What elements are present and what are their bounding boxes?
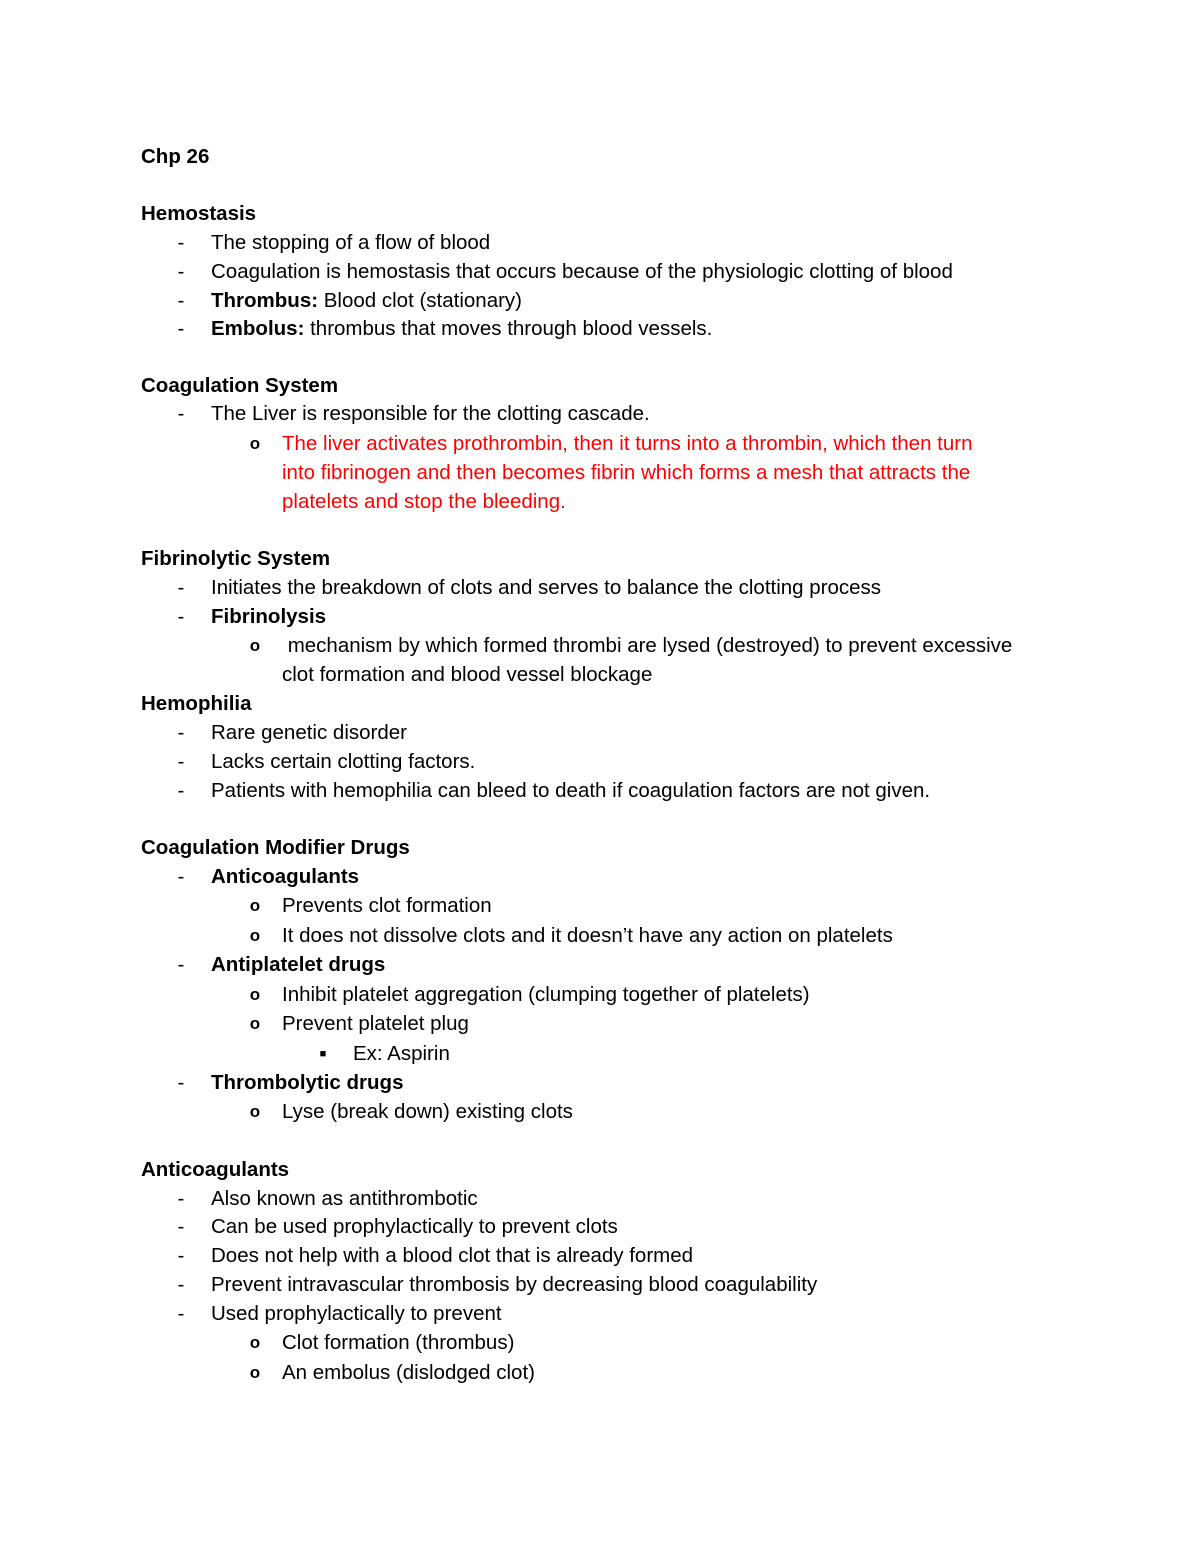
heading-coagulation-modifier-drugs: Coagulation Modifier Drugs bbox=[141, 836, 410, 859]
term-definition: thrombus that moves through blood vessels. bbox=[304, 317, 713, 340]
item-text: Lyse (break down) existing clots bbox=[282, 1100, 573, 1123]
item-text: Prevent intravascular thrombosis by decreasing blood coagulability bbox=[211, 1273, 818, 1296]
dash-bullet: - bbox=[177, 232, 185, 254]
circle-bullet: o bbox=[249, 1102, 261, 1121]
circle-bullet: o bbox=[249, 1014, 261, 1033]
dash-bullet: - bbox=[177, 1274, 185, 1296]
item-text: Clot formation (thrombus) bbox=[282, 1331, 515, 1354]
item-text bbox=[211, 287, 522, 315]
highlight-text: The liver activates prothrombin, then it turns into a thrombin, which then turn bbox=[282, 432, 973, 455]
dash-bullet: - bbox=[177, 1245, 185, 1267]
item-text: Anticoagulants bbox=[211, 865, 360, 888]
item-text bbox=[211, 315, 712, 343]
item-text: It does not dissolve clots and it doesn’t have any action on platelets bbox=[282, 924, 893, 947]
dash-bullet: - bbox=[177, 1188, 185, 1210]
circle-bullet: o bbox=[249, 434, 261, 453]
dash-bullet: - bbox=[177, 866, 185, 888]
dash-bullet: - bbox=[177, 318, 185, 340]
heading-anticoagulants: Anticoagulants bbox=[141, 1158, 290, 1181]
dash-bullet: - bbox=[177, 954, 185, 976]
highlight-text-continued: platelets and stop the bleeding. bbox=[282, 490, 566, 513]
circle-bullet: o bbox=[249, 926, 261, 945]
dash-bullet: - bbox=[177, 403, 185, 425]
heading-coagulation-system: Coagulation System bbox=[141, 374, 339, 397]
dash-bullet: - bbox=[177, 290, 185, 312]
dash-bullet: - bbox=[177, 1072, 185, 1094]
heading-hemostasis: Hemostasis bbox=[141, 202, 257, 225]
item-text: Rare genetic disorder bbox=[211, 721, 407, 744]
item-text: Used prophylactically to prevent bbox=[211, 1302, 502, 1325]
heading-hemophilia: Hemophilia bbox=[141, 692, 252, 715]
highlight-text-continued: into fibrinogen and then becomes fibrin which forms a mesh that attracts the bbox=[282, 461, 971, 484]
dash-bullet: - bbox=[177, 751, 185, 773]
item-text: Prevent platelet plug bbox=[282, 1012, 469, 1035]
item-text: The Liver is responsible for the clotting cascade. bbox=[211, 402, 650, 425]
dash-bullet: - bbox=[177, 577, 185, 599]
page-title: Chp 26 bbox=[141, 145, 210, 168]
item-text: An embolus (dislodged clot) bbox=[282, 1361, 535, 1384]
item-text: Fibrinolysis bbox=[211, 605, 327, 628]
item-text: Thrombolytic drugs bbox=[211, 1071, 404, 1094]
circle-bullet: o bbox=[249, 1333, 261, 1352]
dash-bullet: - bbox=[177, 1216, 185, 1238]
item-text: Initiates the breakdown of clots and serves to balance the clotting process bbox=[211, 576, 882, 599]
heading-fibrinolytic-system: Fibrinolytic System bbox=[141, 547, 331, 570]
item-text-continued: clot formation and blood vessel blockage bbox=[282, 663, 653, 686]
item-text: Lacks certain clotting factors. bbox=[211, 750, 476, 773]
item-text: Patients with hemophilia can bleed to death if coagulation factors are not given. bbox=[211, 779, 931, 802]
term-embolus: Embolus: bbox=[211, 317, 305, 340]
dash-bullet: - bbox=[177, 1303, 185, 1325]
term-thrombus: Thrombus: bbox=[211, 289, 319, 312]
term-definition: Blood clot (stationary) bbox=[318, 289, 522, 312]
item-text: Does not help with a blood clot that is already formed bbox=[211, 1244, 694, 1267]
circle-bullet: o bbox=[249, 896, 261, 915]
item-text: Also known as antithrombotic bbox=[211, 1187, 478, 1210]
item-text: mechanism by which formed thrombi are lysed (destroyed) to prevent excessive bbox=[282, 634, 1013, 657]
circle-bullet: o bbox=[249, 1363, 261, 1382]
dash-bullet: - bbox=[177, 261, 185, 283]
dash-bullet: - bbox=[177, 606, 185, 628]
item-text: Ex: Aspirin bbox=[353, 1042, 450, 1065]
item-text: Prevents clot formation bbox=[282, 894, 492, 917]
circle-bullet: o bbox=[249, 985, 261, 1004]
circle-bullet: o bbox=[249, 636, 261, 655]
item-text: The stopping of a flow of blood bbox=[211, 231, 491, 254]
item-text: Coagulation is hemostasis that occurs because of the physiologic clotting of blood bbox=[211, 260, 953, 283]
dash-bullet: - bbox=[177, 780, 185, 802]
item-text: Inhibit platelet aggregation (clumping together of platelets) bbox=[282, 983, 810, 1006]
item-text: Can be used prophylactically to prevent clots bbox=[211, 1215, 618, 1238]
dash-bullet: - bbox=[177, 722, 185, 744]
item-text: Antiplatelet drugs bbox=[211, 953, 386, 976]
square-bullet: ■ bbox=[319, 1048, 327, 1060]
